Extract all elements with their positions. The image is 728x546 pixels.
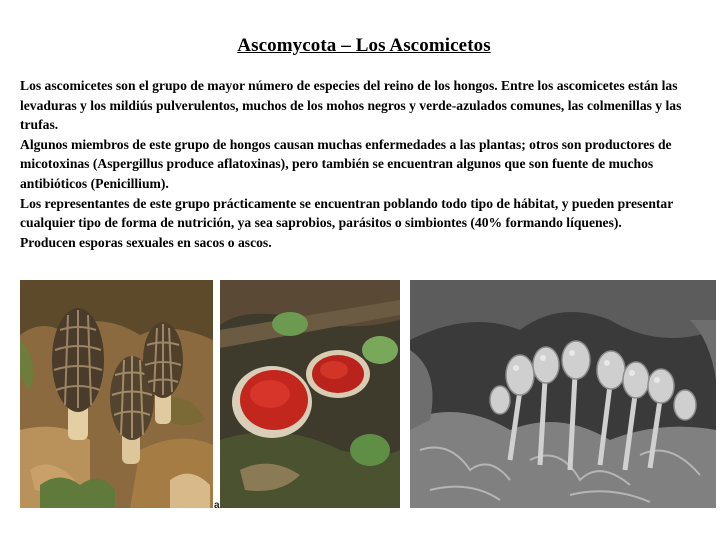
micrograph-photo	[410, 280, 716, 508]
cup-fungi-photo	[220, 280, 400, 508]
paragraph-diseases-antibiotics: Algunos miembros de este grupo de hongos causan muchas enfermedades a las plantas; otros son productores de micotoxinas (Aspergillus produce aflatoxinas), pero también se encuentran algunos que son fuente de muchos antibióticos (Penicillium).	[20, 136, 672, 191]
paragraph-habitat-nutrition: Los representantes de este grupo prácticamente se encuentran poblando todo tipo de hábitat, y pueden presentar cualquier tipo de forma de nutrición, ya sea saprobios, parásitos o simbiontes (40% formando líquenes).	[20, 195, 674, 231]
morel-mushroom-photo	[20, 280, 213, 508]
paragraph-ascomicetes-intro: Los ascomicetes son el grupo de mayor número de especies del reino de los hongos. Entre los ascomicetes están las levaduras y los mildiús pulverulentos, muchos de los mohos negros y verde-azulados comunes, las colmenillas y las trufas.	[20, 78, 682, 133]
body-text	[20, 76, 722, 252]
slide-title: Ascomycota – Los Ascomicetos	[237, 35, 491, 56]
photo-strip	[0, 280, 728, 511]
panel-label: a	[214, 500, 220, 511]
paragraph-spores: Producen esporas sexuales en sacos o ascos.	[20, 234, 272, 250]
